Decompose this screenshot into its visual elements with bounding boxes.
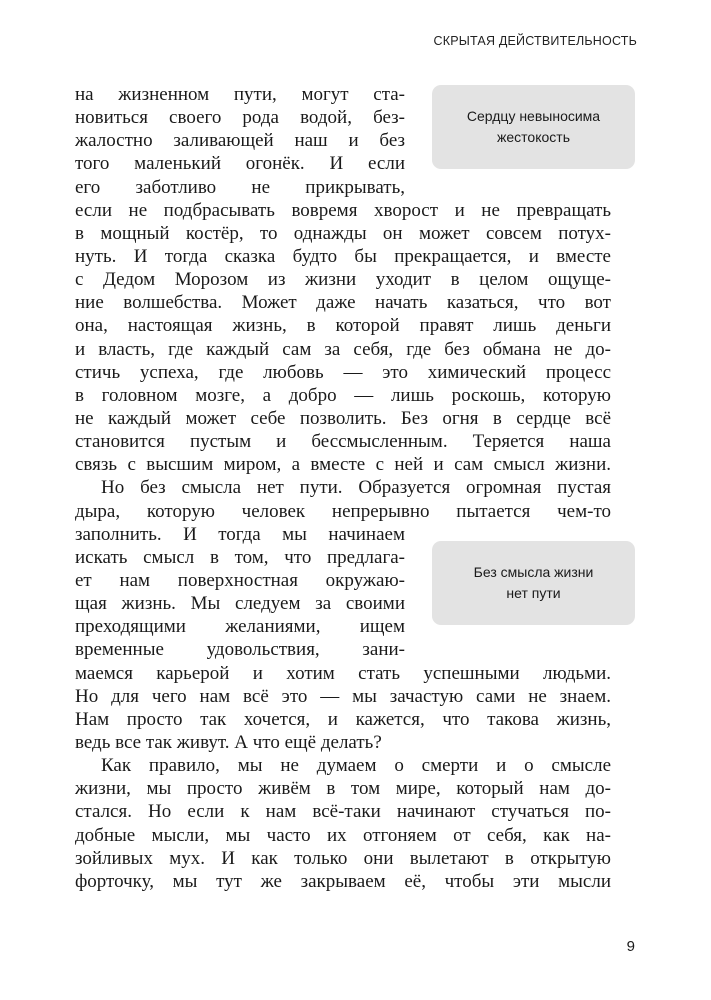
text-line: ние волшебства. Может даже начать казаться, что вот <box>75 292 611 314</box>
text-line: Но без смысла нет пути. Образуется огромная пустая <box>101 477 611 499</box>
text-line: дыра, которую человек непрерывно пытается чем-то <box>75 500 611 522</box>
text-line: временные удовольствия, зани- <box>75 639 405 661</box>
text-line: преходящими желаниями, ищем <box>75 616 405 638</box>
text-line: новиться своего рода водой, без- <box>75 107 405 129</box>
text-line: на жизненном пути, могут ста- <box>75 84 405 105</box>
text-line: в мощный костёр, то однажды он может совсем потух- <box>75 222 611 244</box>
text-line: заполнить. И тогда мы начинаем <box>75 523 405 545</box>
text-line: и власть, где каждый сам за себя, где без обмана не до- <box>75 338 611 360</box>
text-line: жизни, мы просто живём в том мире, который нам до- <box>75 778 611 800</box>
text-line: жалостно заливающей наш и без <box>75 130 405 152</box>
text-line: ведь все так живут. А что ещё делать? <box>75 731 382 753</box>
text-line: того маленький огонёк. И если <box>75 153 405 175</box>
margin-note-line: нет пути <box>506 585 561 601</box>
running-header: СКРЫТАЯ ДЕЙСТВИТЕЛЬНОСТЬ <box>433 34 637 48</box>
text-line: становится пустым и бессмысленным. Теряется наша <box>75 431 611 453</box>
text-line: стался. Но если к нам всё-таки начинают стучаться по- <box>75 801 611 823</box>
margin-note-line: Без смысла жизни <box>473 564 594 580</box>
text-line: нуть. И тогда сказка будто бы прекращается, и вместе <box>75 245 611 267</box>
text-line: стичь успеха, где любовь — это химический процесс <box>75 361 611 383</box>
text-line: его заботливо не прикрывать, <box>75 176 405 198</box>
margin-note-line: жестокость <box>497 129 570 145</box>
text-line: Нам просто так хочется, и кажется, что такова жизнь, <box>75 708 611 730</box>
text-line: с Дедом Морозом из жизни уходит в целом ощуще- <box>75 269 611 291</box>
text-line: искать смысл в том, что предлага- <box>75 546 405 568</box>
text-line: связь с высшим миром, а вместе с ней и сам смысл жизни. <box>75 454 611 476</box>
text-line: Как правило, мы не думаем о смерти и о смысле <box>101 755 611 777</box>
text-line: она, настоящая жизнь, в которой правят лишь деньги <box>75 315 611 337</box>
text-line: Но для чего нам всё это — мы зачастую сами не знаем. <box>75 685 611 707</box>
text-line: маемся карьерой и хотим стать успешными людьми. <box>75 662 611 684</box>
page-number: 9 <box>626 938 635 955</box>
text-line: если не подбрасывать вовремя хворост и не превращать <box>75 199 611 221</box>
text-line: форточку, мы тут же закрываем её, чтобы эти мысли <box>75 870 611 892</box>
text-line: в головном мозге, а добро — лишь роскошь, которую <box>75 384 611 406</box>
margin-note-line: Сердцу невыносима <box>466 108 601 124</box>
text-line: ет нам поверхностная окружаю- <box>75 569 405 591</box>
text-line: зойливых мух. И как только они вылетают в открытую <box>75 847 611 869</box>
text-line: не каждый может себе позволить. Без огня в сердце всё <box>75 407 611 429</box>
text-line: добные мысли, мы часто их отгоняем от себя, как на- <box>75 824 611 846</box>
body-text <box>75 83 611 893</box>
text-line: щая жизнь. Мы следуем за своими <box>75 593 405 615</box>
